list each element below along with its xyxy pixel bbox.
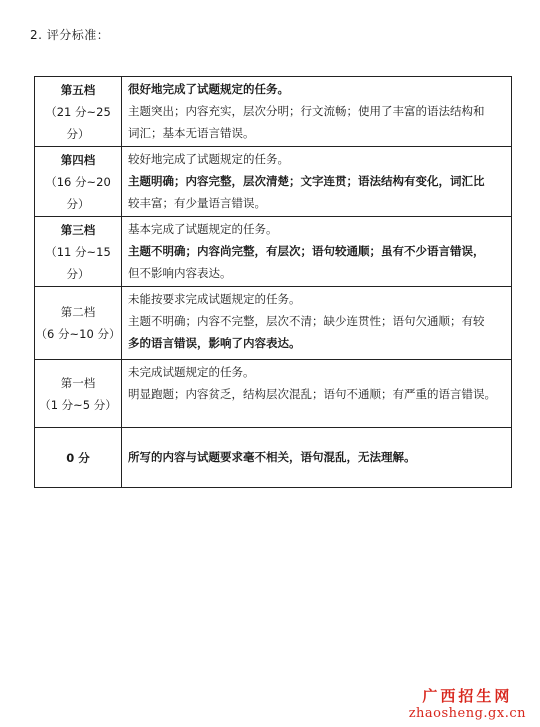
description-cell <box>122 217 512 287</box>
description-line: 主题不明确；内容尚完整，有层次；语句较通顺；虽有不少语言错误， <box>128 244 485 258</box>
scoring-rubric-table <box>34 76 512 488</box>
description-summary: 未完成试题规定的任务。 <box>128 365 255 379</box>
description-summary: 很好地完成了试题规定的任务。 <box>128 82 289 96</box>
description-line: 但不影响内容表达。 <box>128 266 232 280</box>
description-cell <box>122 428 512 488</box>
watermark-site-name: 广西招生网 <box>422 687 513 705</box>
score-range: （11 分~15 分） <box>45 244 111 281</box>
level-name: 0 分 <box>66 450 90 465</box>
level-cell <box>35 360 122 428</box>
rubric-row-level-1 <box>35 360 512 428</box>
score-range: （16 分~20 分） <box>45 174 111 211</box>
level-cell <box>35 428 122 488</box>
description-cell <box>122 147 512 217</box>
description-summary: 较好地完成了试题规定的任务。 <box>128 152 289 166</box>
rubric-row-zero <box>35 428 512 488</box>
level-name: 第五档 <box>60 82 96 97</box>
level-cell <box>35 147 122 217</box>
score-range: （6 分~10 分） <box>35 327 121 341</box>
description-line: 主题不明确；内容不完整，层次不清；缺少连贯性；语句欠通顺；有较 <box>128 314 485 328</box>
description-line: 主题突出；内容充实，层次分明；行文流畅；使用了丰富的语法结构和 <box>128 104 485 118</box>
description-summary: 未能按要求完成试题规定的任务。 <box>128 292 301 306</box>
level-name: 第一档 <box>60 375 96 390</box>
level-cell <box>35 217 122 287</box>
description-line: 词汇；基本无语言错误。 <box>128 126 255 140</box>
level-cell <box>35 287 122 360</box>
description-line: 明显跑题；内容贫乏，结构层次混乱；语句不通顺；有严重的语言错误。 <box>128 387 496 401</box>
watermark-url: zhaosheng.gx.cn <box>408 706 526 721</box>
rubric-row-level-5 <box>35 77 512 147</box>
description-line: 所写的内容与试题要求毫不相关，语句混乱，无法理解。 <box>128 450 416 464</box>
description-summary: 基本完成了试题规定的任务。 <box>128 222 278 236</box>
level-cell <box>35 77 122 147</box>
score-range: （1 分~5 分） <box>39 397 117 412</box>
level-name: 第四档 <box>60 152 96 167</box>
score-range: （21 分~25 分） <box>45 104 111 141</box>
level-name: 第二档 <box>60 305 96 319</box>
description-cell <box>122 77 512 147</box>
rubric-row-level-3 <box>35 217 512 287</box>
description-cell <box>122 287 512 360</box>
site-watermark <box>409 685 526 721</box>
section-heading: 2. 评分标准： <box>30 28 110 42</box>
rubric-row-level-2 <box>35 287 512 360</box>
description-cell <box>122 360 512 428</box>
level-name: 第三档 <box>60 222 96 237</box>
description-line: 主题明确；内容完整，层次清楚；文字连贯；语法结构有变化，词汇比 <box>128 174 485 188</box>
description-line: 较丰富；有少量语言错误。 <box>128 196 266 210</box>
description-line: 多的语言错误，影响了内容表达。 <box>128 336 301 350</box>
rubric-row-level-4 <box>35 147 512 217</box>
